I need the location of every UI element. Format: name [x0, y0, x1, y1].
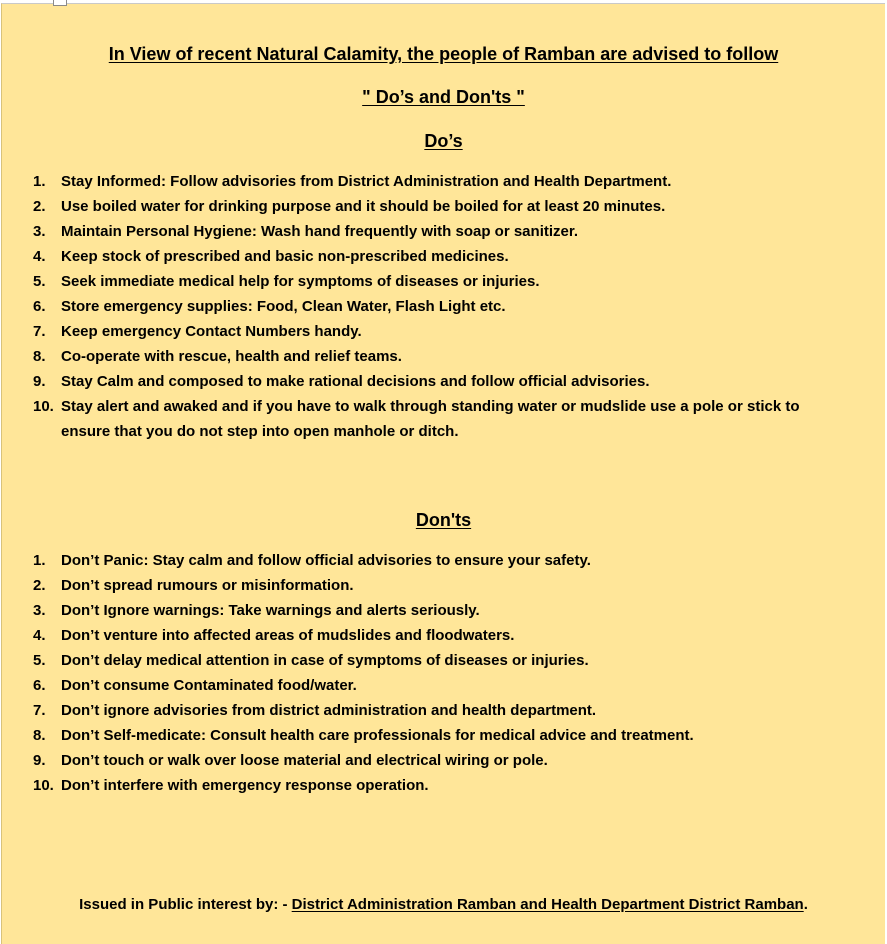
dos-item: [33, 269, 843, 294]
dos-item-text: Keep stock of prescribed and basic non-prescribed medicines.: [61, 248, 509, 265]
dos-item: [33, 294, 843, 319]
dos-item-number: 4.: [33, 248, 46, 265]
dos-item-number: 2.: [33, 198, 46, 215]
donts-item-number: 7.: [33, 702, 46, 719]
dos-item-number: 9.: [33, 373, 46, 390]
dos-item: [33, 319, 843, 344]
dos-item: [33, 169, 843, 194]
footer-suffix: .: [803, 896, 808, 913]
dos-item-text: Stay Calm and composed to make rational decisions and follow official advisories.: [61, 373, 650, 390]
dos-item: [33, 244, 843, 269]
donts-item-number: 8.: [33, 727, 46, 744]
dos-heading: Do’s: [424, 131, 463, 151]
footer-prefix: Issued in Public interest by: -: [79, 896, 292, 913]
donts-item: [33, 698, 843, 723]
dos-item-number: 10.: [33, 398, 54, 415]
donts-item-number: 4.: [33, 627, 46, 644]
donts-item: [33, 673, 843, 698]
donts-item-number: 9.: [33, 752, 46, 769]
dos-item-number: 8.: [33, 348, 46, 365]
donts-item-text: Don’t ignore advisories from district administration and health department.: [61, 702, 597, 719]
dos-item-text: Maintain Personal Hygiene: Wash hand frequently with soap or sanitizer.: [61, 223, 579, 240]
dos-item-number: 1.: [33, 173, 46, 190]
dos-item-text: Seek immediate medical help for symptoms of diseases or injuries.: [61, 273, 540, 290]
donts-item-number: 6.: [33, 677, 46, 694]
page-title: In View of recent Natural Calamity, the people of Ramban are advised to follow: [108, 44, 779, 64]
dos-item-text: Store emergency supplies: Food, Clean Water, Flash Light etc.: [61, 298, 506, 315]
dos-item-number: 6.: [33, 298, 46, 315]
donts-item: [33, 598, 843, 623]
dos-item: [33, 194, 843, 219]
donts-item: [33, 573, 843, 598]
dos-item: [33, 344, 843, 369]
donts-item: [33, 548, 843, 573]
dos-item: [33, 219, 843, 244]
dos-item: [33, 369, 843, 394]
dos-item-text: Stay Informed: Follow advisories from District Administration and Health Department.: [61, 173, 672, 190]
donts-item-text: Don’t Ignore warnings: Take warnings and alerts seriously.: [61, 602, 480, 619]
donts-item-text: Don’t Self-medicate: Consult health care professionals for medical advice and treatment.: [61, 727, 694, 744]
dos-item-number: 7.: [33, 323, 46, 340]
donts-item: [33, 648, 843, 673]
dos-list: [33, 169, 843, 444]
donts-item-number: 2.: [33, 577, 46, 594]
donts-item-number: 1.: [33, 552, 46, 569]
resize-handle[interactable]: [53, 0, 67, 6]
dos-item-text: Stay alert and awaked and if you have to walk through standing water or mudslide use a pole or stick to ensure that you do not step into open manhole or ditch.: [61, 398, 800, 440]
donts-item: [33, 623, 843, 648]
donts-item: [33, 748, 843, 773]
dos-item: [33, 394, 843, 444]
donts-item-text: Don’t touch or walk over loose material and electrical wiring or pole.: [61, 752, 548, 769]
dos-item-text: Co-operate with rescue, health and relief teams.: [61, 348, 402, 365]
donts-item-number: 10.: [33, 777, 54, 794]
donts-heading: Don'ts: [415, 510, 472, 530]
footer-agency: District Administration Ramban and Health Department District Ramban: [291, 896, 804, 913]
issued-by-footer: [2, 895, 885, 915]
donts-item-text: Don’t delay medical attention in case of symptoms of diseases or injuries.: [61, 652, 589, 669]
page-subtitle: " Do’s and Don'ts ": [362, 87, 525, 107]
advisory-page: [1, 3, 885, 944]
donts-item: [33, 773, 843, 798]
dos-item-number: 3.: [33, 223, 46, 240]
donts-item-number: 5.: [33, 652, 46, 669]
donts-item-text: Don’t consume Contaminated food/water.: [61, 677, 357, 694]
dos-item-number: 5.: [33, 273, 46, 290]
donts-item-text: Don’t spread rumours or misinformation.: [61, 577, 354, 594]
donts-item-text: Don’t venture into affected areas of mudslides and floodwaters.: [61, 627, 515, 644]
donts-item: [33, 723, 843, 748]
dos-item-text: Use boiled water for drinking purpose and it should be boiled for at least 20 minutes.: [61, 198, 666, 215]
donts-item-text: Don’t interfere with emergency response operation.: [61, 777, 429, 794]
donts-item-text: Don’t Panic: Stay calm and follow official advisories to ensure your safety.: [61, 552, 591, 569]
donts-item-number: 3.: [33, 602, 46, 619]
donts-list: [33, 548, 843, 798]
dos-item-text: Keep emergency Contact Numbers handy.: [61, 323, 362, 340]
